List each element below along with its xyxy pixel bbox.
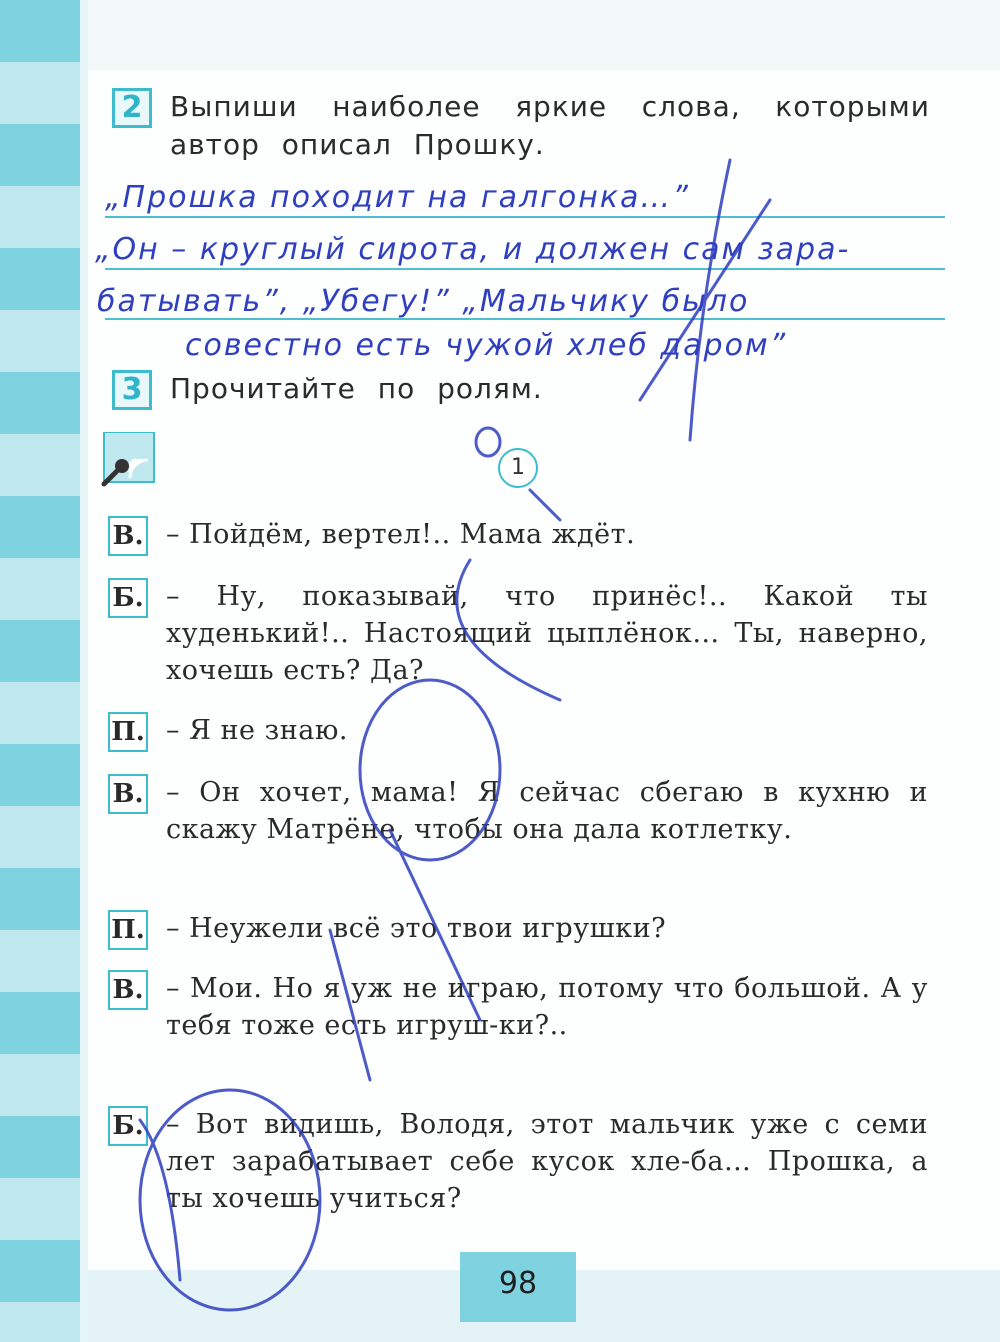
handwritten-answer-line-4: совестно есть чужой хлеб даром” <box>185 328 788 363</box>
answer-line <box>105 216 945 218</box>
task-number-badge: 2 <box>112 88 152 128</box>
task-3 <box>112 370 543 410</box>
role-badge: В. <box>108 516 148 556</box>
role-badge: В. <box>108 774 148 814</box>
answer-area <box>95 180 955 370</box>
role-badge: П. <box>108 910 148 950</box>
task-3-instruction: Прочитайте по ролям. <box>170 372 543 405</box>
stripes-edge <box>80 0 88 1342</box>
handwritten-answer-line-1: „Прошка походит на галгонка…” <box>105 180 690 215</box>
role-badge: В. <box>108 970 148 1010</box>
role-badge: Б. <box>108 1106 148 1146</box>
dialogue-line <box>108 1106 938 1217</box>
dialogue-line <box>108 910 938 950</box>
answer-line <box>105 268 945 270</box>
audio-listen-icon <box>100 432 156 488</box>
dialogue-text: – Мои. Но я уж не играю, потому что большой. А у тебя тоже есть игруш-ки?.. <box>166 973 928 1041</box>
dialogue-text: – Пойдём, вертел!.. Мама ждёт. <box>166 519 636 550</box>
role-badge: Б. <box>108 578 148 618</box>
dialogue-line <box>108 970 938 1044</box>
part-number-badge: 1 <box>498 448 538 488</box>
role-badge: П. <box>108 712 148 752</box>
dialogue-text: – Ну, показывай, что принёс!.. Какой ты худенький!.. Настоящий цыплёнок… Ты, наверно, хочешь есть? Да? <box>166 581 928 686</box>
handwritten-answer-line-2: „Он – круглый сирота, и должен сам зара- <box>95 232 851 267</box>
task-2-instruction: Выпиши наиболее яркие слова, которыми автор описал Прошку. <box>170 90 930 161</box>
dialogue-line <box>108 516 938 556</box>
task-2 <box>112 88 942 164</box>
dialogue-text: – Он хочет, мама! Я сейчас сбегаю в кухню и скажу Матрёне, чтобы она дала котлетку. <box>166 777 928 845</box>
decorative-stripes <box>0 0 80 1342</box>
dialogue-text: – Неужели всё это твои игрушки? <box>166 913 667 944</box>
dialogue-line <box>108 774 938 848</box>
page-number: 98 <box>460 1252 576 1322</box>
dialogue-line <box>108 578 938 689</box>
dialogue-text: – Я не знаю. <box>166 715 348 746</box>
task-number-badge: 3 <box>112 370 152 410</box>
handwritten-answer-line-3: батывать”, „Убегу!” „Мальчику было <box>97 284 750 319</box>
dialogue-line <box>108 712 938 752</box>
dialogue-text: – Вот видишь, Володя, этот мальчик уже с семи лет зарабатывает себе кусок хле-ба… Прошка, а ты хочешь учиться? <box>166 1109 928 1214</box>
